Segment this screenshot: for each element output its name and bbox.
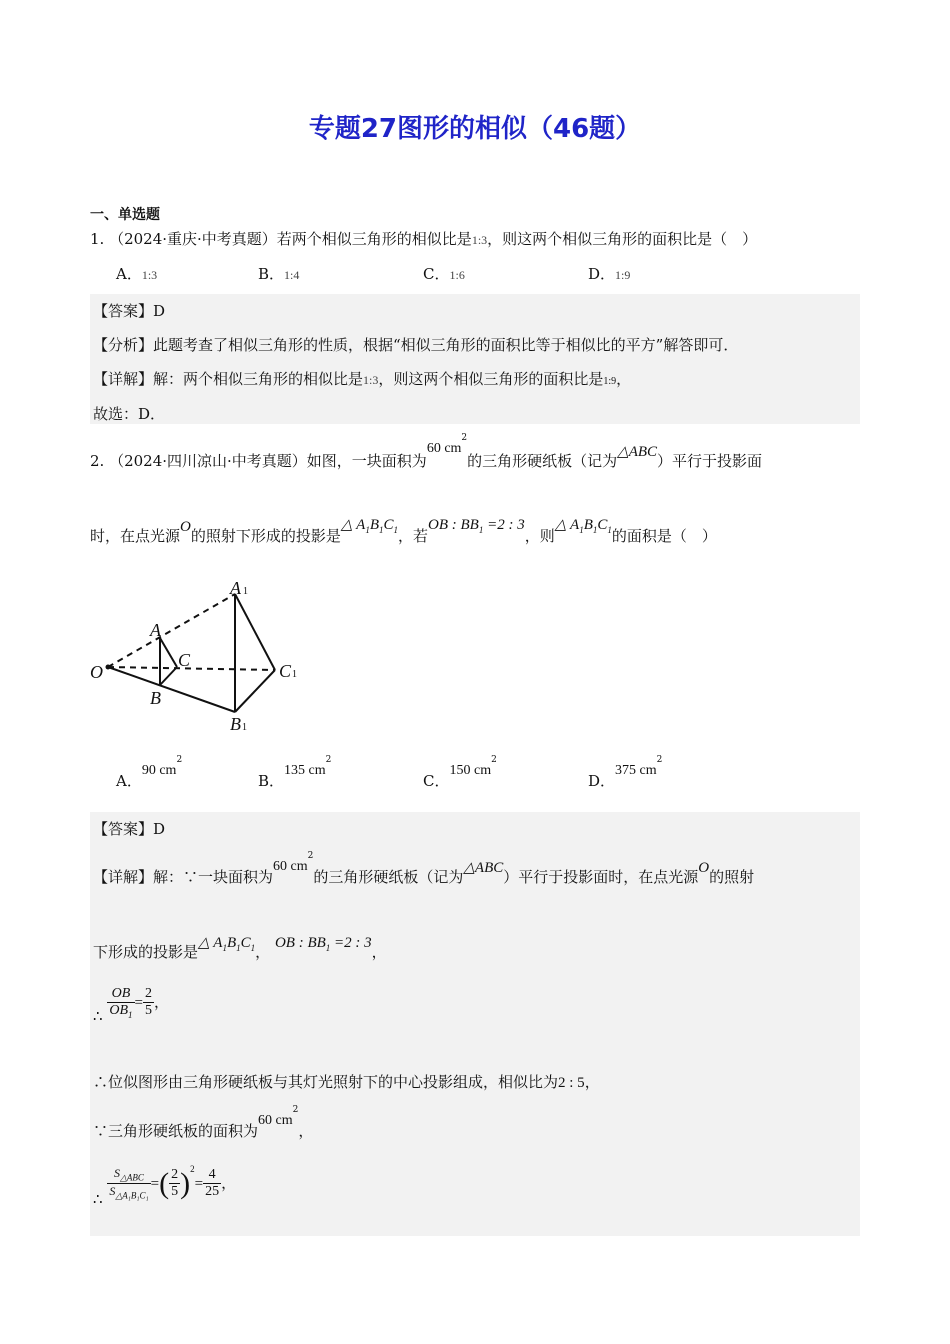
option-d[interactable]: D．375 $cm^2$: [588, 755, 663, 790]
label-a1: A: [230, 578, 241, 598]
option-c[interactable]: C．1:6: [423, 265, 465, 283]
question-1-stem: [90, 228, 757, 249]
section-heading: 一、单选题: [90, 207, 160, 223]
option-b[interactable]: B．135 $cm^2$: [258, 755, 332, 790]
step-1: ∴ $\frac{OB}{OB_1}$ = $\frac{2}{5}$ ，: [93, 986, 169, 1025]
step-4: ∴ $\frac{S_{\triangle ABC}}{S_{\triangle A_1B_1C_1}}$ =( $\frac{2}{5}$ )$^2$= $\frac{4}{25}$ ，: [93, 1163, 237, 1208]
question-2-line1: 2. （2024·四川凉山·中考真题）如图，一块面积为60 $cm^2$的三角形硬纸板（记为△ABC）平行于投影面: [90, 433, 763, 470]
dashed-line-o-c1: [108, 667, 275, 670]
question-2-line2: 时，在点光源O的照射下形成的投影是△ $A_1B_1C_1$，若OB : $BB_1 =2$ : 3，则△ $A_1B_1C_1$的面积是（ ）: [90, 517, 717, 545]
label-b: B: [150, 688, 161, 708]
edge-a1-c1: [235, 594, 275, 670]
choose-1: 故选：D．: [93, 405, 166, 423]
page-title: 专题27图形的相似（46题）: [308, 114, 642, 144]
svg-text:1: 1: [243, 586, 248, 597]
svg-text:1: 1: [242, 722, 247, 733]
analysis-1: 【分析】此题考查了相似三角形的性质，根据“相似三角形的面积比等于相似比的平方”解答即可．: [93, 336, 739, 354]
ratio-value: 1:3: [471, 233, 488, 247]
step-3: ∵三角形硬纸板的面积为60 $cm^2$，: [93, 1105, 314, 1140]
option-a[interactable]: A．1:3: [116, 265, 158, 283]
label-b1: B: [230, 714, 241, 734]
label-a: A: [150, 620, 161, 640]
label-c1: C: [279, 661, 292, 681]
projection-figure: [88, 574, 308, 740]
option-a[interactable]: A．90 $cm^2$: [116, 755, 183, 790]
point-o: [106, 665, 111, 670]
step-2: ∴位似图形由三角形硬纸板与其灯光照射下的中心投影组成，相似比为2 : 5，: [93, 1073, 600, 1091]
answer-box-1: [90, 294, 860, 424]
label-o: O: [90, 662, 103, 682]
label-c: C: [178, 650, 191, 670]
detail-2-line2: 下形成的投影是△ $A_1B_1C_1$， OB : $BB_1 =2$ : 3，: [93, 935, 387, 961]
option-c[interactable]: C．150 $cm^2$: [423, 755, 497, 790]
option-d[interactable]: D．1:9: [588, 265, 631, 283]
edge-b-c: [160, 667, 177, 685]
svg-text:1: 1: [292, 669, 297, 680]
detail-2-line1: 【详解】解：∵一块面积为60 $cm^2$的三角形硬纸板（记为△ABC）平行于投影面时，在点光源O的照射: [93, 851, 755, 886]
answer-1: 【答案】D: [93, 302, 166, 320]
question-text: ，则这两个相似三角形的面积比是（ ）: [487, 230, 758, 248]
answer-2: 【答案】D: [93, 820, 166, 838]
question-text: （2024·重庆·中考真题）若两个相似三角形的相似比是: [109, 230, 472, 248]
detail-1: 【详解】解：两个相似三角形的相似比是1:3，则这两个相似三角形的面积比是1:9，: [93, 370, 632, 388]
edge-a-c: [160, 638, 177, 667]
question-number: 1.: [90, 230, 105, 248]
edge-b1-c1: [235, 670, 275, 712]
option-b[interactable]: B．1:4: [258, 265, 300, 283]
